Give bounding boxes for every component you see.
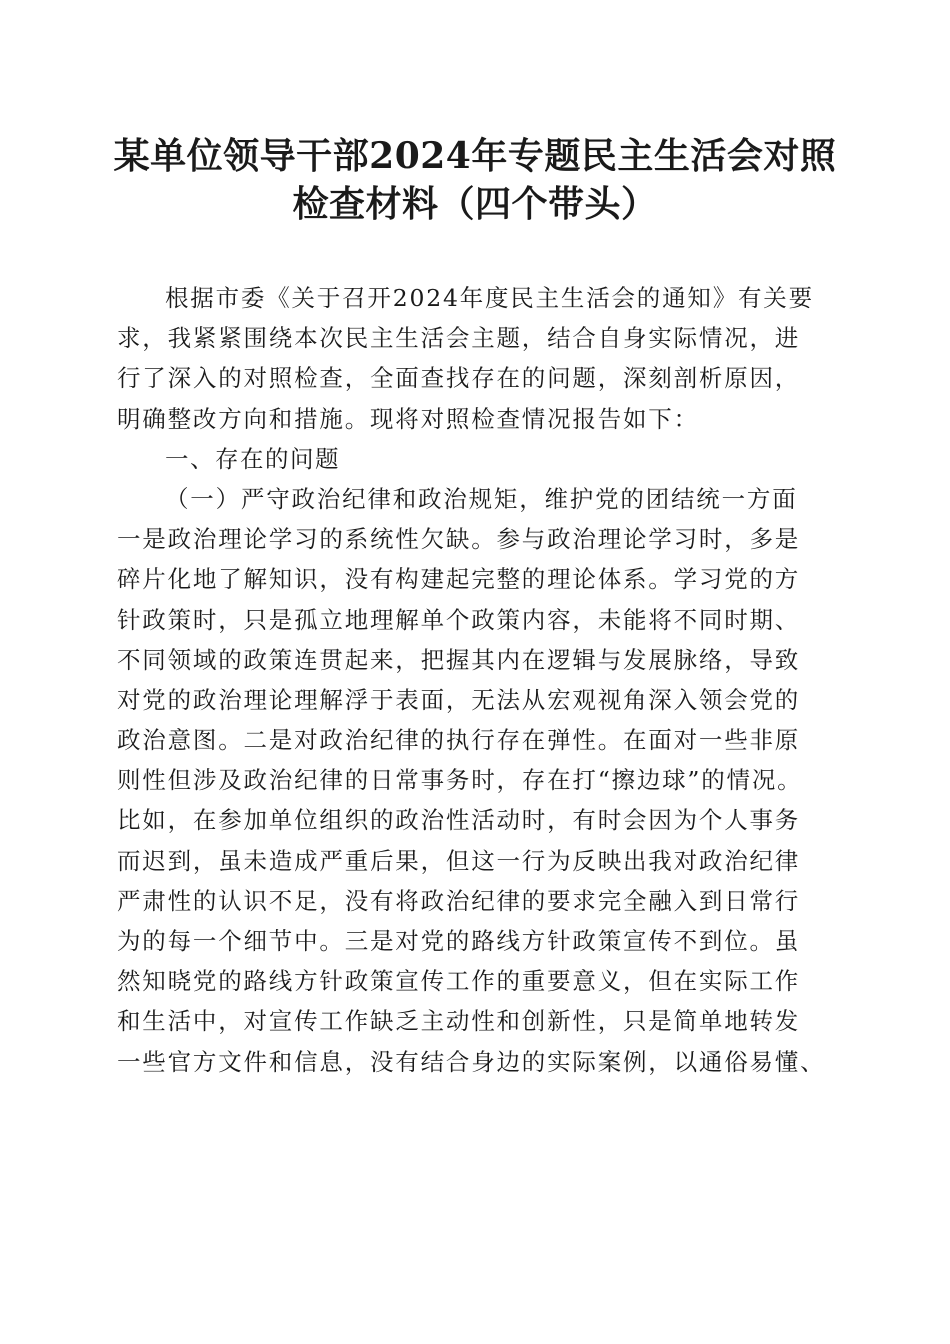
subsection-heading: （一）严守政治纪律和政治规矩，维护党的团结统一方面 bbox=[165, 484, 798, 513]
body-line: 然知晓党的路线方针政策宣传工作的重要意义，但在实际工作 bbox=[117, 967, 801, 996]
body-line: 为的每一个细节中。三是对党的路线方针政策宣传不到位。虽 bbox=[117, 927, 801, 955]
document-body bbox=[117, 278, 833, 1082]
intro-line: 求，我紧紧围绕本次民主生活会主题，结合自身实际情况，进 bbox=[117, 324, 801, 353]
intro-line: 明确整改方向和措施。现将对照检查情况报告如下： bbox=[117, 404, 699, 433]
body-line: 政治意图。二是对政治纪律的执行存在弹性。在面对一些非原 bbox=[117, 726, 801, 755]
title-line-2: 检查材料（四个带头） bbox=[292, 183, 658, 225]
body-line: 一些官方文件和信息，没有结合身边的实际案例，以通俗易懂、 bbox=[117, 1047, 826, 1076]
body-line: 对党的政治理论理解浮于表面，无法从宏观视角深入领会党的 bbox=[117, 685, 801, 714]
section-heading: 一、存在的问题 bbox=[165, 444, 340, 473]
body-line: 而迟到，虽未造成严重后果，但这一行为反映出我对政治纪律 bbox=[117, 846, 801, 875]
body-line: 和生活中，对宣传工作缺乏主动性和创新性，只是简单地转发 bbox=[117, 1007, 801, 1036]
body-line: 比如，在参加单位组织的政治性活动时，有时会因为个人事务 bbox=[117, 806, 801, 835]
intro-line: 根据市委《关于召开2024年度民主生活会的通知》有关要 bbox=[165, 284, 814, 312]
document-title bbox=[100, 132, 850, 228]
title-line-1: 某单位领导干部2024年专题民主生活会对照 bbox=[113, 135, 837, 177]
body-line: 针政策时，只是孤立地理解单个政策内容，未能将不同时期、 bbox=[117, 605, 801, 634]
body-line: 则性但涉及政治纪律的日常事务时，存在打“擦边球”的情况。 bbox=[117, 766, 803, 795]
body-line: 一是政治理论学习的系统性欠缺。参与政治理论学习时，多是 bbox=[117, 525, 801, 554]
intro-line: 行了深入的对照检查，全面查找存在的问题，深刻剖析原因， bbox=[117, 364, 801, 393]
body-line: 不同领域的政策连贯起来，把握其内在逻辑与发展脉络，导致 bbox=[117, 645, 801, 674]
body-line: 碎片化地了解知识，没有构建起完整的理论体系。学习党的方 bbox=[117, 565, 801, 594]
body-line: 严肃性的认识不足，没有将政治纪律的要求完全融入到日常行 bbox=[117, 886, 801, 915]
